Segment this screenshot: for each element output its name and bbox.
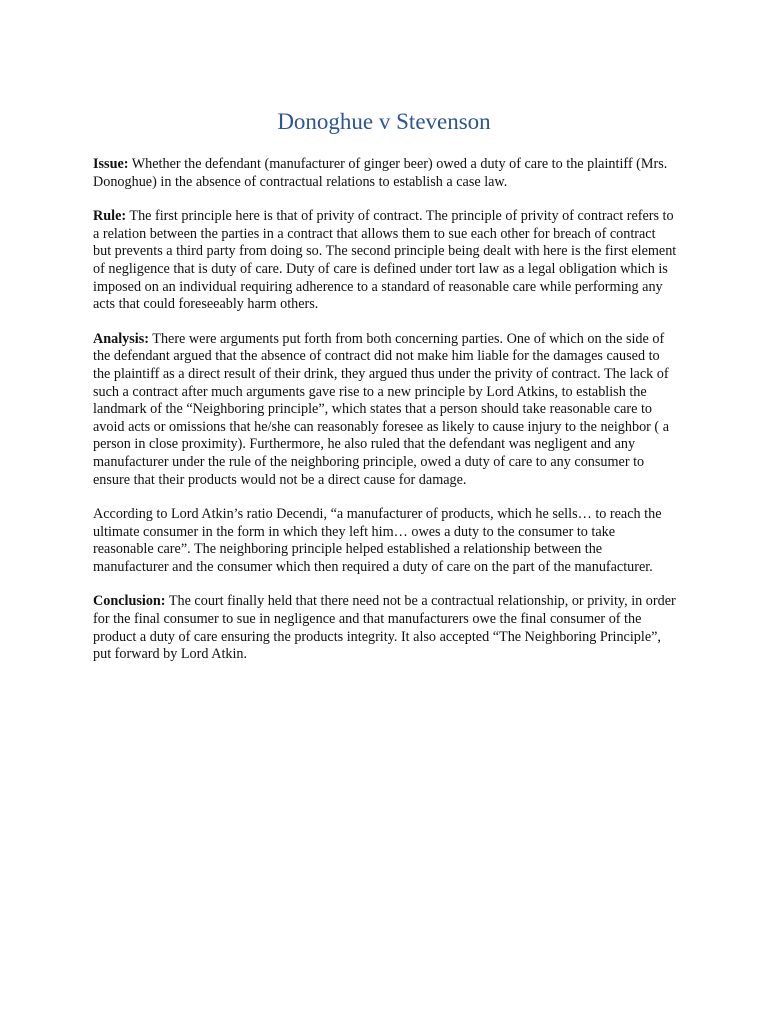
issue-paragraph [93,156,677,191]
ratio-paragraph [93,506,677,576]
ratio-text: According to Lord Atkin’s ratio Decendi, “a manufacturer of products, which he sells… to reach the ultimate consumer in the form in which they left him… owes a duty to the consumer to take reasonable care”. The neighboring principle helped established a relationship between the manufacturer and the consumer which then required a duty of care on the part of the manufacturer. [93,506,662,575]
conclusion-text: The court finally held that there need not be a contractual relationship, or privity, in order for the final consumer to sue in negligence and that manufacturers owe the final consumer of the product a duty of care ensuring the products integrity. It also accepted “The Neighboring Principle”, put forward by Lord Atkin. [93,593,676,663]
conclusion-paragraph [93,593,677,663]
analysis-paragraph [93,331,677,489]
rule-paragraph [93,208,677,314]
document-body [93,156,677,681]
document-title: Donoghue v Stevenson [277,109,491,134]
rule-heading: Rule: [93,208,127,225]
conclusion-heading: Conclusion: [93,593,166,610]
issue-text: Whether the defendant (manufacturer of ginger beer) owed a duty of care to the plaintiff (Mrs. Donoghue) in the absence of contractual relations to establish a case law. [93,156,668,190]
issue-heading: Issue: [93,156,129,172]
rule-text: The first principle here is that of privity of contract. The principle of privity of contract refers to a relation between the parties in a contract that allows them to sue each other for breach of contract but prevents a third party from doing so. The second principle being dealt with here is the first element of negligence that is duty of care. Duty of care is defined under tort law as a legal obligation which is imposed on an individual requiring adherence to a standard of reasonable care while performing any acts that could foreseeably harm others. [93,208,677,313]
analysis-heading: Analysis: [93,330,149,347]
analysis-text: There were arguments put forth from both concerning parties. One of which on the side of the defendant argued that the absence of contract did not make him liable for the damages caused to the plaintiff as a direct result of their drink, they argued thus under the privity of contract. The lack of such a contract after much arguments gave rise to a new principle by Lord Atkins, to establish the landmark of the “Neighboring principle”, which states that a person should take reasonable care to avoid acts or omissions that he/she can reasonably foresee as likely to cause injury to the neighbor ( a person in close proximity). Furthermore, he also ruled that the defendant was negligent and any manufacturer under the rule of the neighboring principle, owed a duty of care to any consumer to ensure that their products would not be a direct cause for damage. [93,330,669,488]
